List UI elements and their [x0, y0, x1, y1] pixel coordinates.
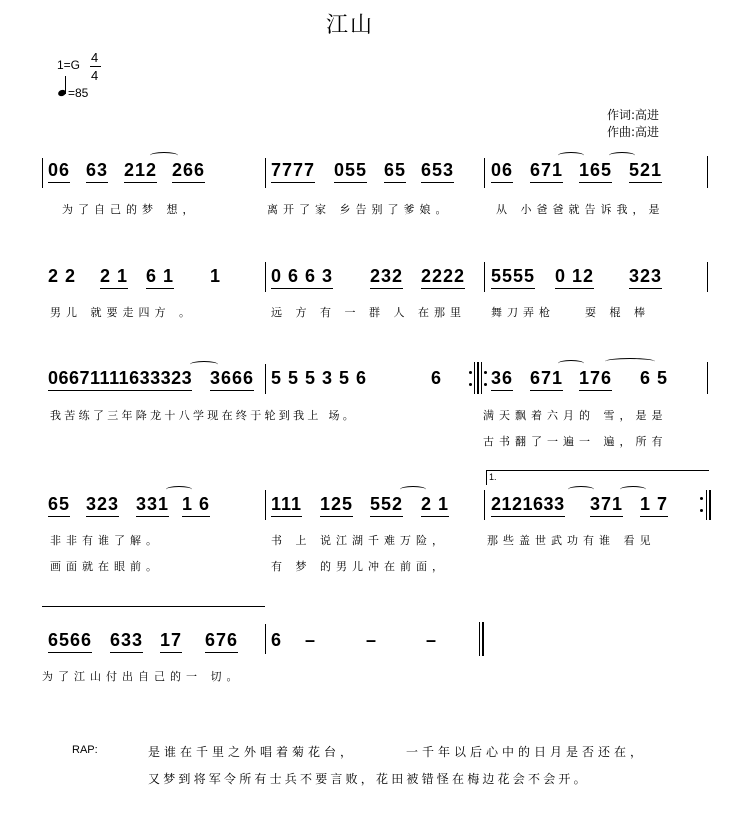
notation-segment: 06671111633323 [48, 368, 192, 391]
repeat-barline-thick [477, 362, 479, 394]
tie-mark [400, 486, 426, 493]
final-barline-thick [482, 622, 484, 656]
notation-segment: 671 [530, 368, 563, 391]
key-signature: 1=G [57, 58, 81, 72]
repeat-dot [469, 383, 472, 386]
notation-segment: 266 [172, 160, 205, 183]
notation-segment: 6 [431, 368, 443, 388]
tie-mark [620, 486, 646, 493]
repeat-dot [700, 509, 703, 512]
lyric-line: 书 上 说江湖千难万险， [271, 534, 448, 547]
notation-segment: 2 2 [48, 266, 77, 286]
repeat-barline-thick [709, 490, 711, 520]
time-signature-bottom: 4 [91, 68, 99, 83]
tie-mark [605, 358, 655, 365]
lyric-line: 远 方 有 一 群 人 在那里 [271, 306, 466, 319]
notation-segment: 06 [48, 160, 70, 183]
lyric-line: 古书翻了一遍一 遍，所有 [483, 435, 668, 448]
lyric-line: 耍 棍 棒 [585, 306, 650, 319]
notation-segment: 323 [629, 266, 662, 289]
quarter-note-head-icon [57, 89, 67, 97]
notation-segment: 671 [530, 160, 563, 183]
rap-label: RAP: [72, 744, 98, 756]
notation-segment: 2 1 [100, 266, 128, 289]
notation-segment: 1 [210, 266, 222, 286]
lyric-line: 满天飘着六月的 雪，是是 [483, 409, 668, 422]
lyric-line: 男儿 就要走四方 。 [50, 306, 195, 319]
lyric-line: 非非有谁了解。 [50, 534, 162, 547]
final-barline [479, 622, 480, 656]
notation-segment: – [305, 630, 317, 650]
lyric-line: 那些盖世武功有谁 看见 [487, 534, 656, 547]
notation-segment: 0 6 6 3 [271, 266, 333, 289]
notation-segment: 1 7 [640, 494, 668, 517]
notation-segment: 521 [629, 160, 662, 183]
repeat-dot [469, 371, 472, 374]
repeat-barline [481, 362, 482, 394]
notation-segment: 371 [590, 494, 623, 517]
notation-segment: 65 [384, 160, 406, 183]
barline-end [707, 262, 708, 292]
notation-segment: 323 [86, 494, 119, 517]
volta-number: 1. [489, 472, 497, 482]
rap-line: 一千年以后心中的日月是否还在， [406, 745, 647, 759]
notation-segment: 0 12 [555, 266, 594, 289]
notation-segment: – [426, 630, 438, 650]
rap-line: 是谁在千里之外唱着菊花台， [148, 745, 357, 759]
notation-segment: 3666 [210, 368, 254, 391]
notation-segment: 36 [491, 368, 513, 391]
song-title: 江山 [325, 13, 374, 38]
composer-credit: 作曲:高进 [607, 125, 660, 139]
notation-segment: – [366, 630, 378, 650]
lyric-line: 舞刀弄枪 [491, 306, 555, 319]
barline-start [42, 158, 43, 188]
lyric-line: 离开了家 乡告别了爹娘。 [267, 203, 452, 216]
barline [484, 490, 485, 520]
tie-mark [558, 360, 584, 367]
notation-segment: 6 [271, 630, 283, 650]
tie-mark [609, 152, 635, 159]
notation-segment: 2 1 [421, 494, 449, 517]
lyric-line: 为了江山付出自己的一 切。 [42, 670, 243, 683]
volta-bracket [486, 470, 709, 485]
lyric-line: 我苦练了三年降龙十八学现在终于轮到我上 场。 [50, 409, 358, 422]
volta-bracket-continued [42, 606, 265, 621]
barline-end [707, 156, 708, 188]
notation-segment: 6 1 [146, 266, 174, 289]
barline [265, 490, 266, 520]
notation-segment: 5 5 5 3 5 6 [271, 368, 368, 388]
notation-segment: 2222 [421, 266, 465, 289]
notation-segment: 176 [579, 368, 612, 391]
lyric-line: 有 梦 的男儿冲在前面， [271, 560, 448, 573]
time-signature-line [90, 66, 101, 67]
barline [265, 158, 266, 188]
repeat-barline [706, 490, 707, 520]
notation-segment: 676 [205, 630, 238, 653]
tie-mark [166, 486, 192, 493]
lyric-line: 为了自己的梦 想， [62, 203, 199, 216]
lyric-line: 从 小爸爸就告诉我，是 [496, 203, 665, 216]
notation-segment: 2121633 [491, 494, 565, 517]
barline-end [707, 362, 708, 394]
barline [265, 364, 266, 394]
notation-segment: 165 [579, 160, 612, 183]
notation-segment: 552 [370, 494, 403, 517]
notation-segment: 331 [136, 494, 169, 517]
time-signature-top: 4 [91, 50, 99, 65]
rap-line: 又梦到将军令所有士兵不要言败，花田被错怪在梅边花会不会开。 [148, 772, 589, 786]
notation-segment: 6566 [48, 630, 92, 653]
notation-segment: 232 [370, 266, 403, 289]
repeat-dot [484, 371, 487, 374]
barline [484, 262, 485, 292]
notation-segment: 1 6 [182, 494, 210, 517]
notation-segment: 633 [110, 630, 143, 653]
notation-segment: 125 [320, 494, 353, 517]
lyric-line: 画面就在眼前。 [50, 560, 162, 573]
notation-segment: 06 [491, 160, 513, 183]
tie-mark [150, 152, 178, 159]
repeat-dot [700, 497, 703, 500]
barline [265, 624, 266, 654]
barline [265, 262, 266, 292]
barline [484, 158, 485, 188]
notation-segment: 055 [334, 160, 367, 183]
notation-segment: 17 [160, 630, 182, 653]
tie-mark [568, 486, 594, 493]
notation-segment: 7777 [271, 160, 315, 183]
repeat-barline [474, 362, 475, 394]
lyricist-credit: 作词:高进 [607, 108, 660, 122]
tie-mark [190, 361, 218, 368]
notation-segment: 63 [86, 160, 108, 183]
notation-segment: 653 [421, 160, 454, 183]
tie-mark [558, 152, 584, 159]
notation-segment: 111 [271, 494, 302, 517]
notation-segment: 65 [48, 494, 70, 517]
notation-segment: 212 [124, 160, 157, 183]
repeat-dot [484, 383, 487, 386]
tempo-marking: =85 [68, 86, 89, 100]
notation-segment: 5555 [491, 266, 535, 289]
notation-segment: 6 5 [640, 368, 669, 388]
